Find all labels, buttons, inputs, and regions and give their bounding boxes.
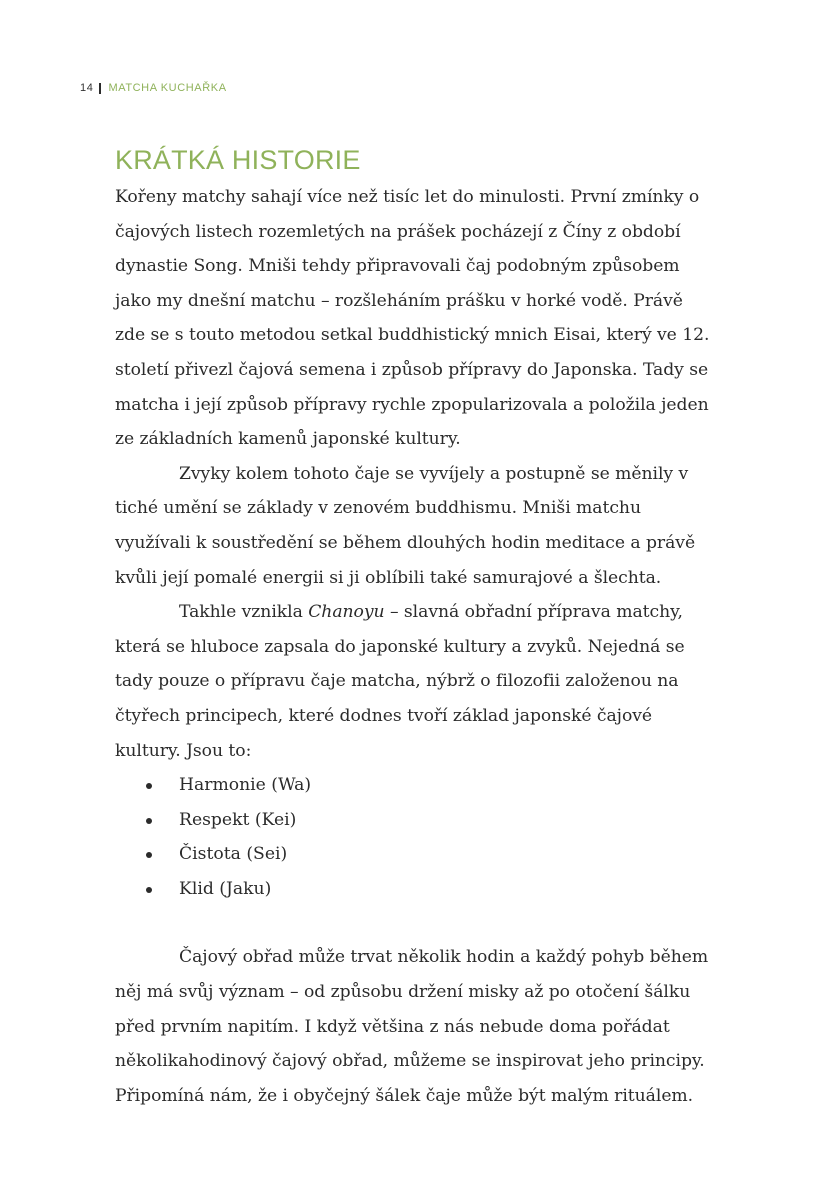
paragraph-zen: Zvyky kolem tohoto čaje se vyvíjely a postupně se měnily v tiché umění se základy v zenovém buddhismu. Mniši matchu využívali k soustředění se během dlouhých hodin meditace a právě kvůli její pomalé energii si ji oblíbili také samurajové a šlechta. bbox=[115, 463, 696, 588]
list-item bbox=[115, 803, 715, 838]
bullet-icon bbox=[146, 887, 152, 893]
principle-label: Harmonie (Wa) bbox=[179, 775, 312, 796]
principles-list bbox=[115, 768, 715, 906]
paragraph-chanoyu bbox=[115, 595, 715, 768]
principle-label: Čistota (Sei) bbox=[179, 844, 288, 865]
page-content bbox=[115, 140, 715, 1113]
paragraph-ceremony: Čajový obřad může trvat několik hodin a každý pohyb během něj má svůj význam – od způsobu držení misky až po otočení šálku před prvním napitím. I když většina z nás nebude doma pořádat několikahodinový čajový obřad, můžeme se inspirovat jeho principy. Připomíná nám, že i obyčejný šálek čaje může být malým rituálem. bbox=[115, 947, 709, 1106]
section-spacer bbox=[115, 906, 715, 940]
header-divider bbox=[99, 83, 101, 94]
bullet-icon bbox=[146, 852, 152, 858]
bullet-icon bbox=[146, 783, 152, 789]
list-item bbox=[115, 837, 715, 872]
page-number: 14 bbox=[80, 82, 94, 94]
principle-label: Klid (Jaku) bbox=[179, 878, 272, 899]
section-heading: KRÁTKÁ HISTORIE bbox=[115, 145, 361, 175]
paragraph-chanoyu-end: – slavná obřadní příprava matchy, která se hluboce zapsala do japonské kultury a zvyků. Nejedná se tady pouze o přípravu čaje matcha, nýbrž o filozofii založenou na čtyřech principech, které dodnes tvoří základ japonské čajové kultury. Jsou to: bbox=[115, 602, 685, 761]
list-item bbox=[115, 768, 715, 803]
book-title: MATCHA KUCHAŘKA bbox=[108, 82, 227, 94]
bullet-icon bbox=[146, 818, 152, 824]
principle-label: Respekt (Kei) bbox=[179, 809, 297, 830]
paragraph-chanoyu-start: Takhle vznikla bbox=[179, 602, 309, 623]
chanoyu-term: Chanoyu bbox=[308, 602, 385, 623]
running-head bbox=[80, 80, 227, 96]
paragraph-history: Kořeny matchy sahají více než tisíc let do minulosti. První zmínky o čajových listech rozemletých na prášek pocházejí z Číny z období dynastie Song. Mniši tehdy připravovali čaj podobným způsobem jako my dnešní matchu – rozšleháním prášku v horké vodě. Právě zde se s touto metodou setkal buddhistický mnich Eisai, který ve 12. století přivezl čajová semena i způsob přípravy do Japonska. Tady se matcha i její způsob přípravy rychle zpopularizovala a položila jeden ze základních kamenů japonské kultury. bbox=[115, 187, 710, 450]
list-item bbox=[115, 872, 715, 907]
